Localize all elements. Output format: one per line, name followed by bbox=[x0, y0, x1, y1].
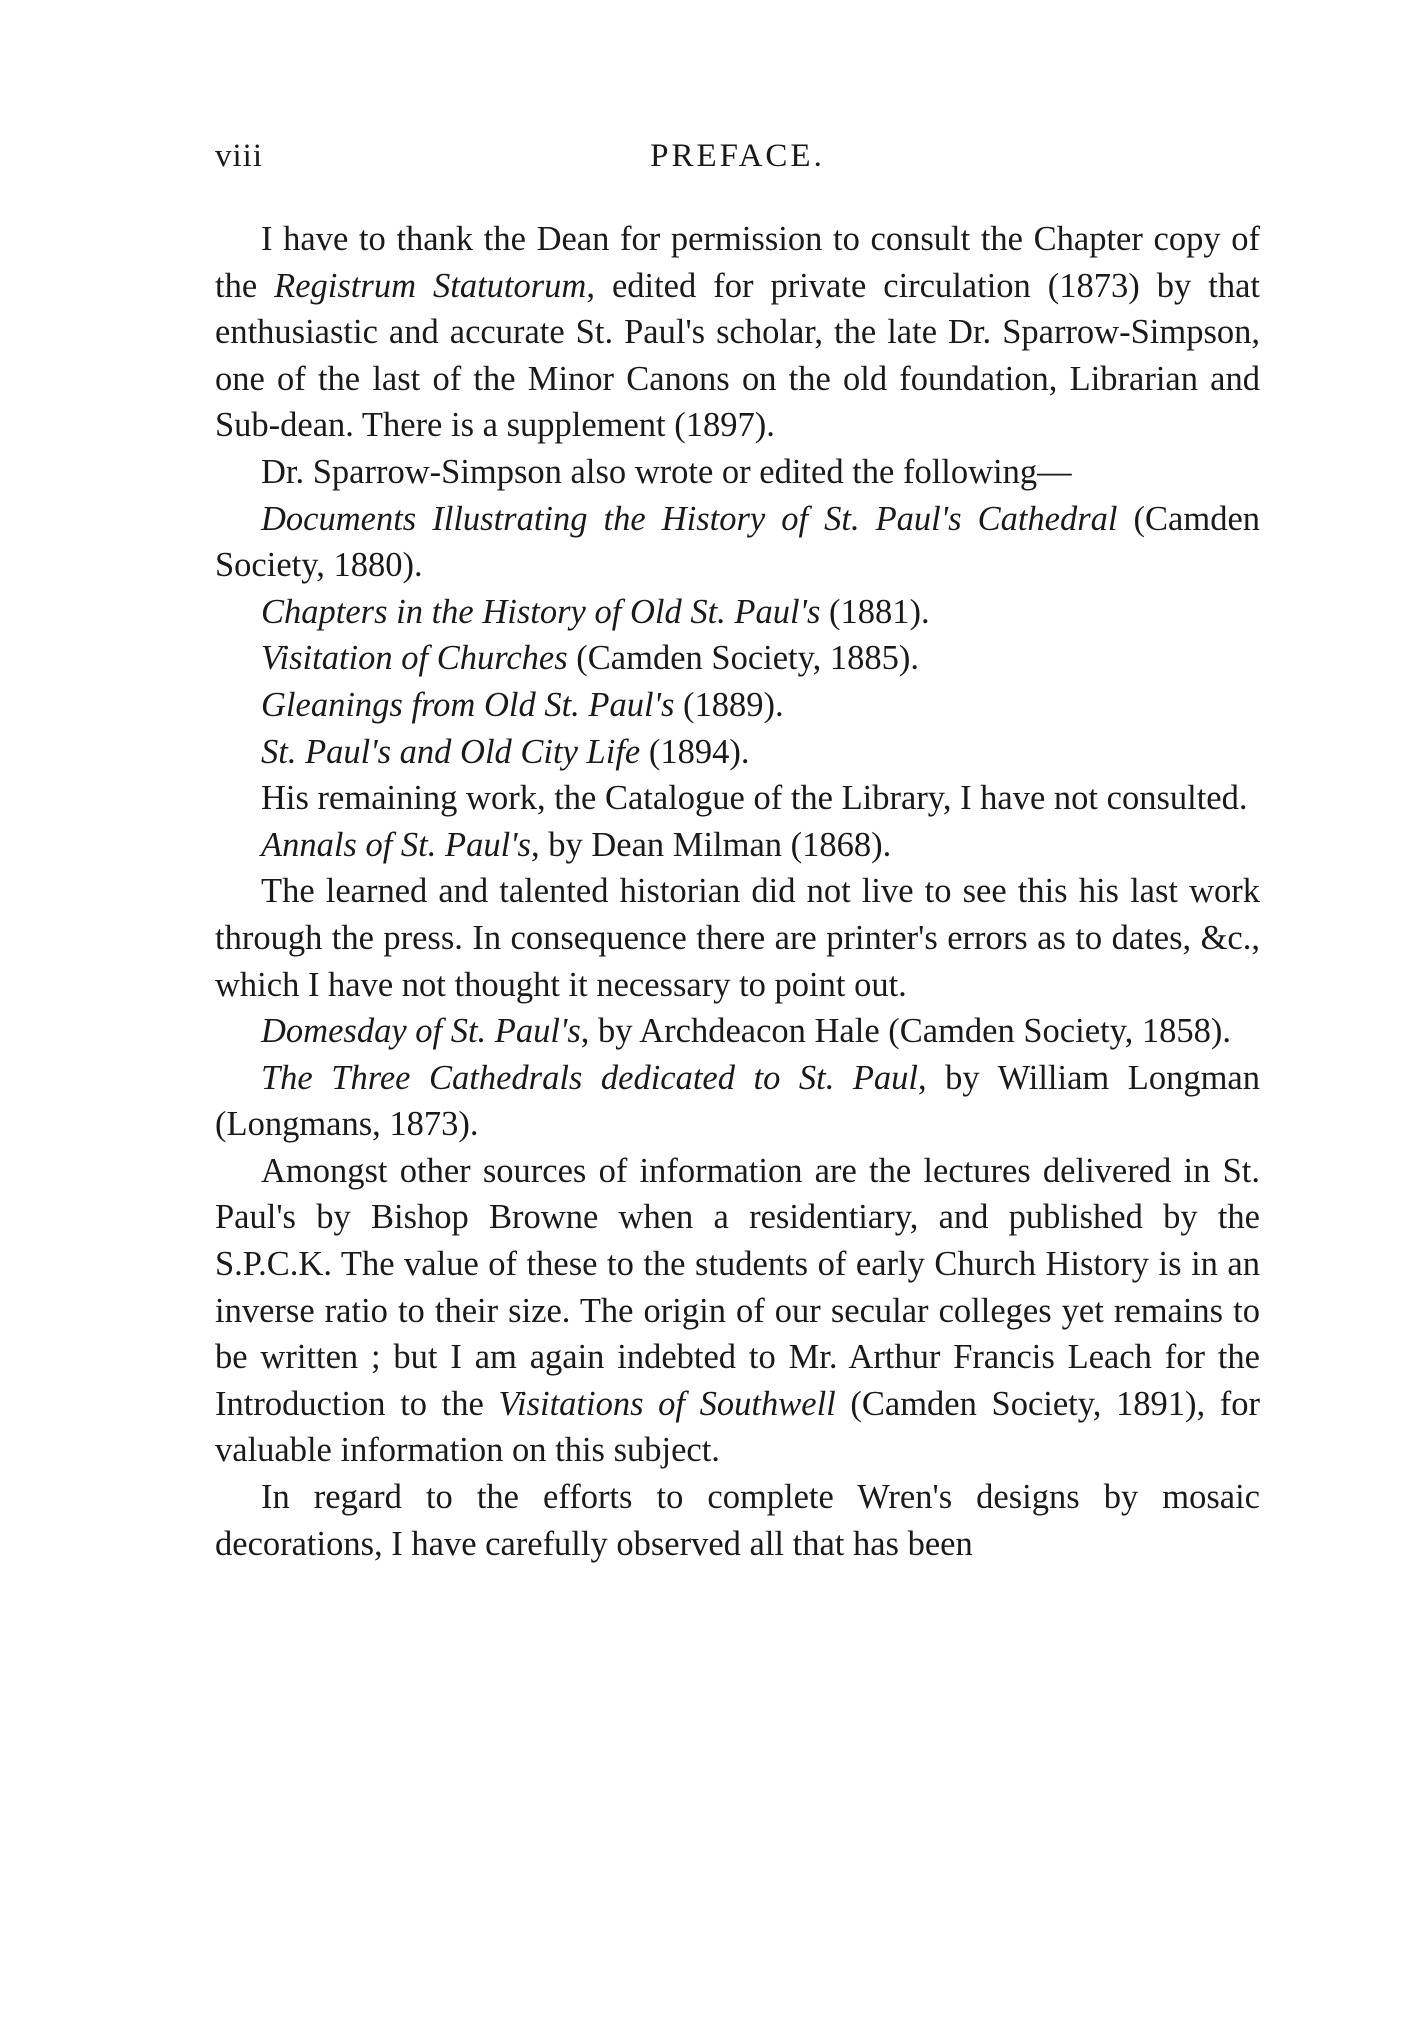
paragraph-text: (Camden Society, 1885). bbox=[567, 639, 919, 678]
paragraph-text: The learned and talented historian did not live to see this his last work through the press. In consequence there are printer's errors as to dates, &c., which I have not thought it necessary to point out. bbox=[215, 872, 1260, 1004]
paragraph bbox=[215, 635, 1260, 682]
paragraph-text: In regard to the efforts to complete Wren's designs by mosaic decorations, I have carefully observed all that has been bbox=[215, 1478, 1260, 1563]
paragraph-text: Dr. Sparrow-Simpson also wrote or edited the following— bbox=[261, 452, 1072, 491]
paragraph-text: (Camden Society, 1891), for valuable information on this subject. bbox=[215, 1384, 1261, 1470]
paragraph bbox=[215, 589, 1260, 636]
paragraph-text: , by Dean Milman (1868). bbox=[530, 825, 892, 864]
paragraph bbox=[215, 1008, 1260, 1055]
paragraph bbox=[215, 216, 1260, 449]
paragraph-text: (Camden Society, 1880). bbox=[215, 499, 1261, 585]
paragraph bbox=[215, 682, 1260, 729]
paragraph bbox=[215, 775, 1260, 822]
paragraph bbox=[215, 1148, 1260, 1474]
paragraph bbox=[215, 496, 1260, 589]
paragraph-text: (1894). bbox=[640, 732, 750, 771]
paragraph bbox=[215, 1474, 1260, 1567]
paragraph bbox=[215, 729, 1260, 776]
paragraph-text: I have to thank the Dean for permission to consult the Chapter copy of the bbox=[215, 220, 1260, 305]
paragraph-text: Amongst other sources of information are the lectures delivered in St. Paul's by Bishop Browne when a residentiary, and published by the S.P.C.K. The value of these to the students of early Church History is in an inverse ratio to their size. The origin of our secular colleges yet remains to be written ; but I am again indebted to Mr. Arthur Francis Leach for the Introduction to the bbox=[215, 1151, 1260, 1423]
book-title: St. Paul's and Old City Life bbox=[261, 732, 641, 771]
book-title: Visitations of Southwell bbox=[498, 1384, 836, 1423]
paragraph bbox=[215, 449, 1260, 496]
paragraph-text: , by Archdeacon Hale (Camden Society, 1858). bbox=[580, 1012, 1231, 1051]
paragraph-text: , by William Longman (Longmans, 1873). bbox=[215, 1058, 1260, 1144]
book-title: Domesday of St. Paul's bbox=[261, 1012, 581, 1051]
book-title: Visitation of Churches bbox=[261, 639, 568, 678]
preface-body bbox=[215, 216, 1260, 1567]
book-title: Chapters in the History of Old St. Paul's bbox=[261, 592, 821, 631]
paragraph-text: (1881). bbox=[820, 592, 930, 631]
book-title: Documents Illustrating the History of St. Paul's Cathedral bbox=[261, 499, 1118, 538]
book-title: Gleanings from Old St. Paul's bbox=[261, 685, 675, 724]
book-title: Registrum Statutorum bbox=[274, 266, 587, 305]
book-title: Annals of St. Paul's bbox=[261, 825, 531, 864]
paragraph-text: (1889). bbox=[674, 685, 784, 724]
paragraph bbox=[215, 868, 1260, 1008]
book-title: The Three Cathedrals dedicated to St. Paul bbox=[261, 1058, 919, 1097]
paragraph-text: , edited for private circulation (1873) by that enthusiastic and accurate St. Paul's scholar, the late Dr. Sparrow-Simpson, one of the last of the Minor Canons on the old foundation, Librarian and Sub-dean. There is a supplement (1897). bbox=[215, 266, 1260, 445]
paragraph bbox=[215, 822, 1260, 869]
running-title: PREFACE. bbox=[650, 138, 825, 174]
page-number: viii bbox=[215, 138, 264, 174]
paragraph bbox=[215, 1055, 1260, 1148]
page-header bbox=[215, 138, 1260, 188]
paragraph-text: His remaining work, the Catalogue of the Library, I have not consulted. bbox=[261, 779, 1248, 818]
